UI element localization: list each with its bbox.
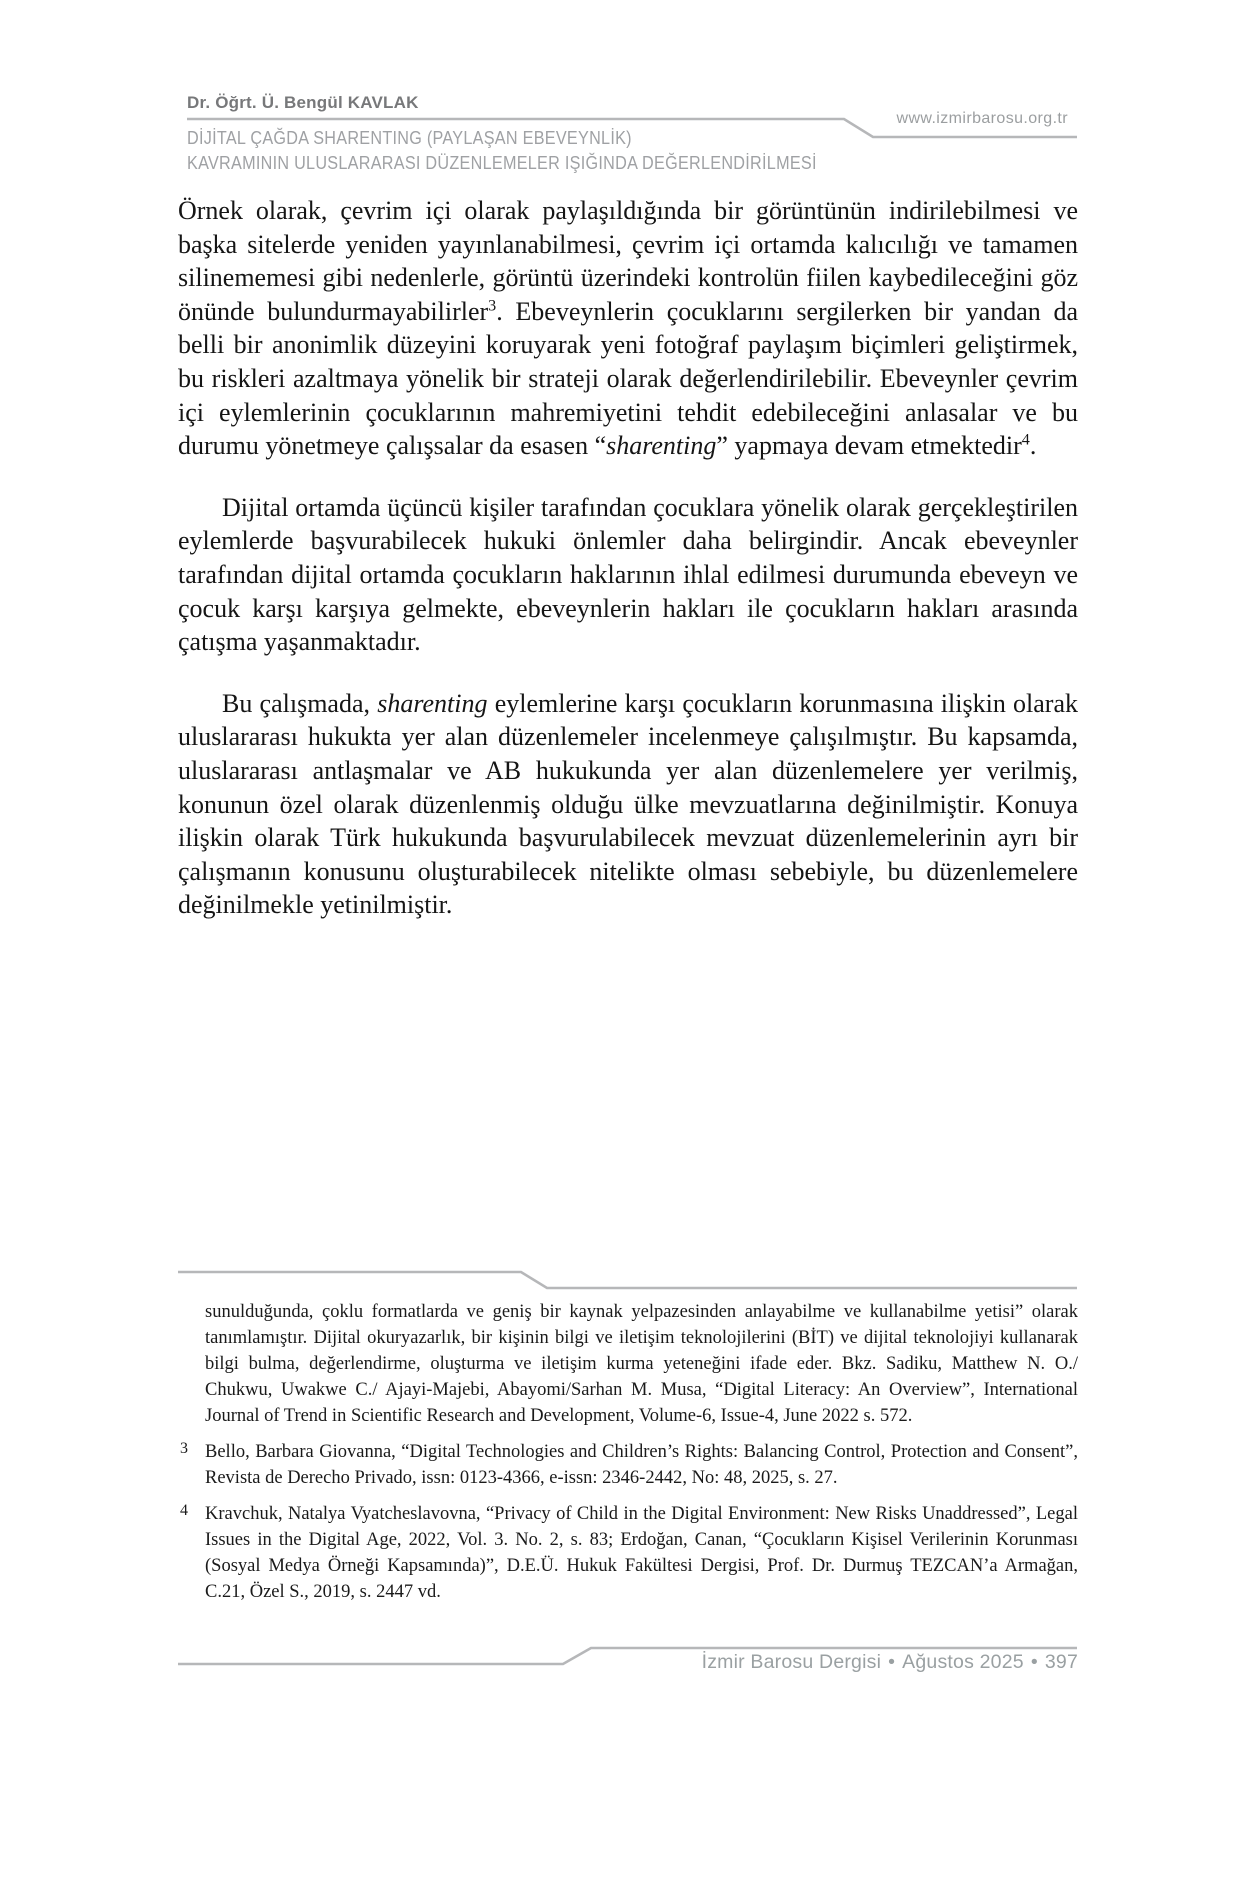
article-title-line1: DİJİTAL ÇAĞDA SHARENTING (PAYLAŞAN EBEVEYNLİK) (187, 128, 632, 148)
footnote-3 (178, 1439, 1078, 1491)
footer-journal-name: İzmir Barosu Dergisi (701, 1651, 882, 1673)
footnote-text: Bello, Barbara Giovanna, “Digital Technologies and Children’s Rights: Balancing Control, Protection and Consent”, Revista de Derecho Privado, issn: 0123-4366, e-issn: 2346-2442, No: 48, 2025, s. 27. (205, 1442, 1078, 1488)
page-footer (702, 1651, 1078, 1674)
footnote-text: Kravchuk, Natalya Vyatcheslavovna, “Privacy of Child in the Digital Environment: New Risks Unaddressed”, Legal Issues in the Digital Age, 2022, Vol. 3. No. 2, s. 83; Erdoğan, Canan, “Çocukların Kişisel Verilerinin Korunması (Sosyal Medya Örneği Kapsamında)”, D.E.Ü. Hukuk Fakültesi Dergisi, Prof. Dr. Durmuş TEZCAN’a Armağan, C.21, Özel S., 2019, s. 2447 vd. (205, 1504, 1078, 1602)
footnote-4 (178, 1501, 1078, 1605)
body-paragraph-3: Bu çalışmada, sharenting eylemlerine karşı çocukların korunmasına ilişkin olarak uluslararası hukukta yer alan düzenlemeler incelenmeye çalışılmıştır. Bu kapsamda, uluslararası antlaşmalar ve AB hukukunda yer alan düzenlemelere yer verilmiş, konunun özel olarak düzenlenmiş olduğu ülke mevzuatlarına değinilmiştir. Konuya ilişkin olarak Türk hukukunda başvurulabilecek mevzuat düzenlemelerinin ayrı bir çalışmanın konusunu oluşturabilecek nitelikte olması sebebiyle, bu düzenlemelere değinilmekle yetinilmiştir. (178, 688, 1078, 920)
body-paragraph-2: Dijital ortamda üçüncü kişiler tarafından çocuklara yönelik olarak gerçekleştirilen eylemlerde başvurabilecek hukuki önlemler daha belirgindir. Ancak ebeveynler tarafından dijital ortamda çocukların haklarının ihlal edilmesi durumunda ebeveyn ve çocuk karşı karşıya gelmekte, ebeveynlerin hakları ile çocukların hakları arasında çatışma yaşanmaktadır. (178, 492, 1078, 657)
footnote-separator-line (178, 1270, 1078, 1292)
article-title-line2: KAVRAMININ ULUSLARARASI DÜZENLEMELER IŞIĞINDA DEĞERLENDİRİLMESİ (187, 153, 817, 173)
footer-issue: Ağustos 2025 (902, 1651, 1024, 1673)
footnote-continuation (178, 1299, 1078, 1429)
author-name: Dr. Öğrt. Ü. Bengül KAVLAK (187, 93, 419, 112)
footer-bullet: • (1030, 1651, 1038, 1673)
footer-bullet: • (888, 1651, 896, 1673)
footnote-number: 4 (180, 1502, 188, 1519)
body-paragraph-1: Örnek olarak, çevrim içi olarak paylaşıldığında bir görüntünün indirilebilmesi ve başka sitelerde yeniden yayınlanabilmesi, çevrim içi ortamda kalıcılığı ve tamamen silinememesi gibi nedenlerle, görüntü üzerindeki kontrolün fiilen kaybedileceğini göz önünde bulundurmayabilirler$^3$. Ebeveynlerin çocuklarını sergilerken bir yandan da belli bir anonimlik düzeyini koruyarak yeni fotoğraf paylaşım biçimleri geliştirmek, bu riskleri azaltmaya yönelik bir strateji olarak değerlendirilebilir. Ebeveynler çevrim içi eylemlerinin çocuklarının mahremiyetini tehdit edebileceğini anlasalar ve bu durumu yönetmeye çalışsalar da esasen “sharenting” yapmaya devam etmektedir$^4$. (178, 196, 1078, 461)
article-title (187, 126, 817, 176)
website-url: www.izmirbarosu.org.tr (896, 110, 1068, 127)
footnote-separator-polyline (178, 1272, 1077, 1288)
body-text (178, 194, 1078, 922)
footnote-text: sunulduğunda, çoklu formatlarda ve geniş bir kaynak yelpazesinden anlayabilme ve kullanabilme yetisi” olarak tanımlamıştır. Dijital okuryazarlık, bir kişinin bilgi ve iletişim teknolojilerini (BİT) ve dijital teknolojiyi kullanarak bilgi bulma, değerlendirme, oluşturma ve iletişim kurma yeteneğini ifade eder. Bkz. Sadiku, Matthew N. O./ Chukwu, Uwakwe C./ Ajayi-Majebi, Abayomi/Sarhan M. Musa, “Digital Literacy: An Overview”, International Journal of Trend in Scientific Research and Development, Volume-6, Issue-4, June 2022 s. 572. (205, 1302, 1078, 1426)
footnote-number: 3 (180, 1440, 188, 1457)
footer-page-number: 397 (1044, 1651, 1078, 1673)
footnotes (178, 1299, 1078, 1615)
